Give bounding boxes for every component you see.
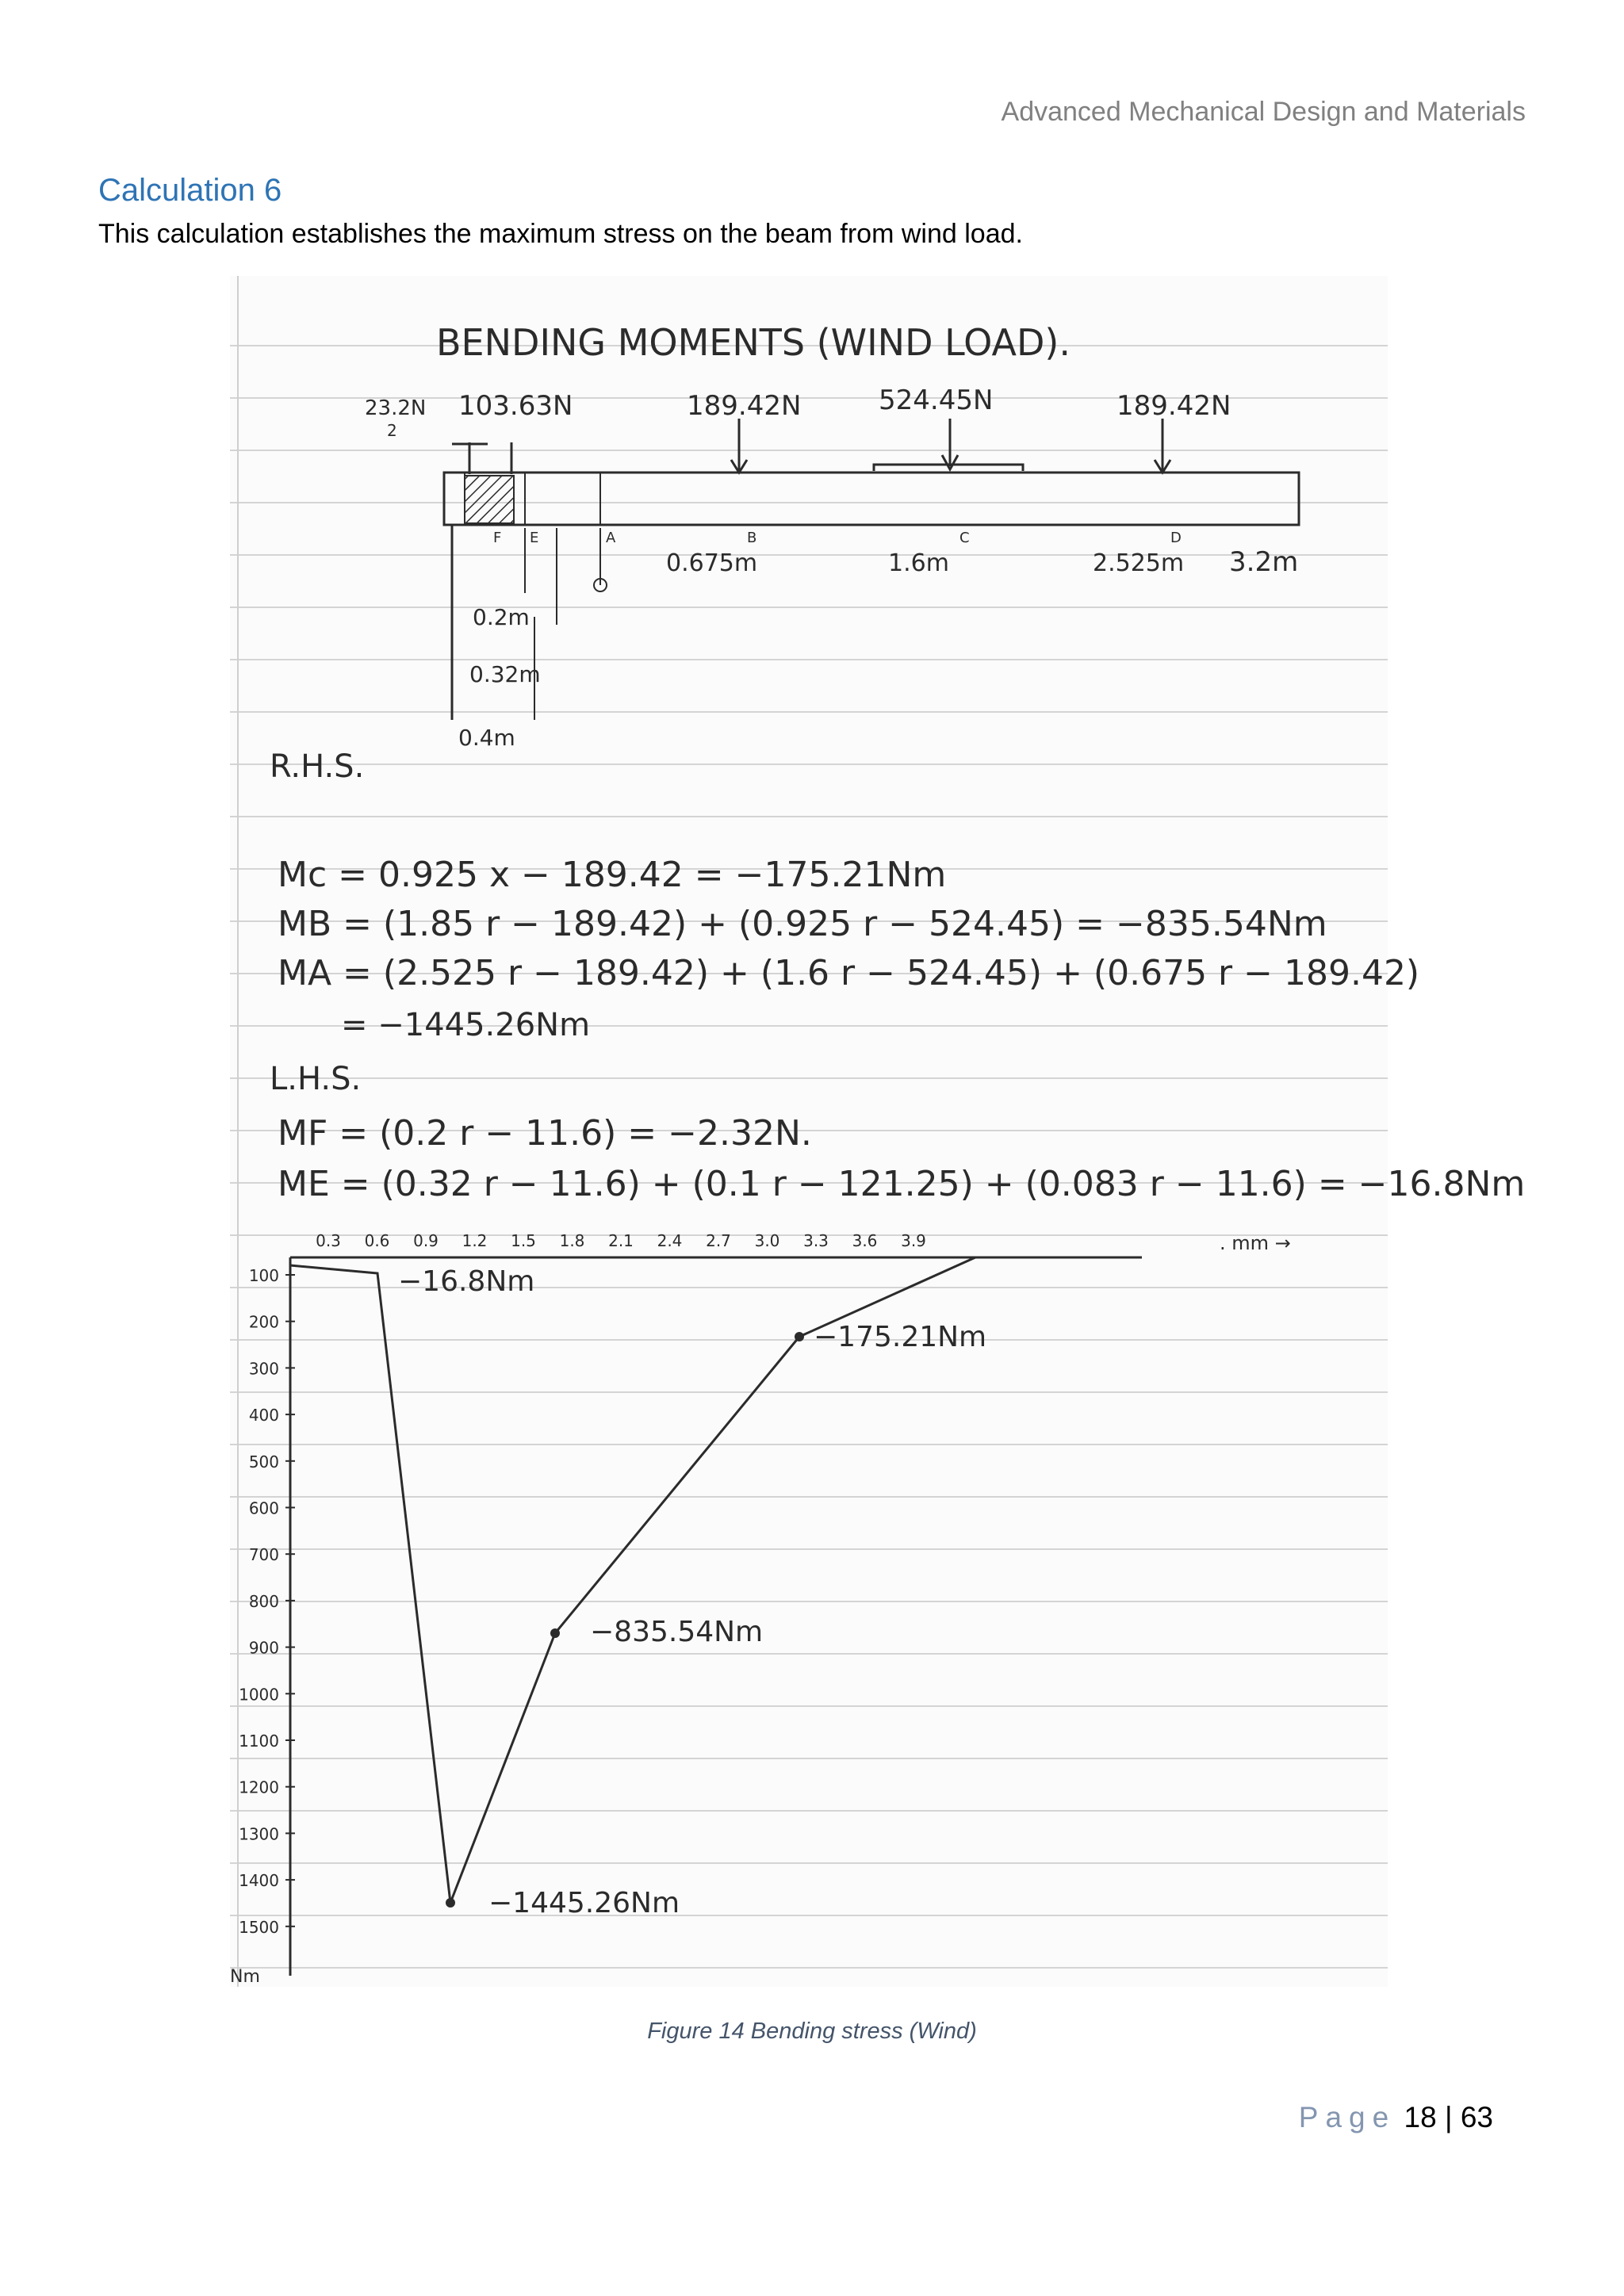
y-tick-label: 1100: [239, 1732, 279, 1751]
page-separator: |: [1444, 2101, 1453, 2133]
y-tick-label: 700: [248, 1545, 279, 1565]
dim-label-32: 3.2m: [1229, 546, 1299, 578]
load-label-1: 23.2N: [365, 396, 427, 420]
x-tick-label: 2.4: [657, 1231, 683, 1250]
y-tick-label: 1000: [239, 1685, 279, 1705]
point-mc: [795, 1332, 804, 1341]
point-max-moment: [446, 1898, 455, 1908]
load-label-3: 189.42N: [687, 390, 802, 422]
annotation-mb: −835.54Nm: [590, 1616, 764, 1648]
point-label-f: F: [493, 530, 502, 546]
x-tick-label: 3.6: [852, 1231, 878, 1250]
annotation-mc: −175.21Nm: [814, 1321, 987, 1353]
rhs-line-2: MB = (1.85 r − 189.42) + (0.925 r − 524.45) = −835.54Nm: [278, 904, 1327, 944]
x-tick-label: 3.3: [803, 1231, 829, 1250]
annotation-me: −16.8Nm: [398, 1265, 535, 1298]
y-tick-label: 1200: [239, 1777, 279, 1797]
y-tick-label: 400: [248, 1406, 279, 1425]
y-tick-label: 600: [248, 1498, 279, 1518]
y-tick-label: 300: [248, 1359, 279, 1379]
dim-label-2525: 2.525m: [1093, 549, 1185, 577]
y-tick-label: 500: [248, 1452, 279, 1471]
rhs-line-4: = −1445.26Nm: [341, 1007, 591, 1043]
lhs-line-2: ME = (0.32 r − 11.6) + (0.1 r − 121.25) + (0.083 r − 11.6) = −16.8Nm: [278, 1164, 1526, 1204]
page-footer: [1299, 2101, 1493, 2134]
annotation-ma: −1445.26Nm: [488, 1887, 680, 1919]
page-number: 18: [1404, 2101, 1437, 2133]
lhs-line-1: MF = (0.2 r − 11.6) = −2.32N.: [278, 1113, 812, 1154]
lhs-label: L.H.S.: [270, 1061, 362, 1097]
point-label-c: C: [959, 530, 970, 546]
load-label-4: 524.45N: [879, 385, 994, 416]
point-label-a: A: [606, 530, 616, 546]
y-tick-label: 900: [248, 1638, 279, 1658]
figure-caption: Figure 14 Bending stress (Wind): [647, 2019, 977, 2044]
point-label-b: B: [747, 530, 757, 546]
page-total: 63: [1460, 2101, 1493, 2133]
x-tick-label: 3.0: [754, 1231, 780, 1250]
dim-label-16: 1.6m: [888, 549, 949, 577]
intro-paragraph: This calculation establishes the maximum stress on the beam from wind load.: [98, 219, 1023, 249]
dim-label-0675: 0.675m: [666, 549, 758, 577]
x-tick-label: 2.1: [608, 1231, 634, 1250]
x-tick-label: 0.3: [316, 1231, 341, 1250]
handwritten-figure: [230, 276, 1526, 1987]
page-label: Page: [1298, 2101, 1396, 2133]
section-title: Calculation 6: [98, 173, 282, 208]
x-tick-label: 1.2: [462, 1231, 488, 1250]
y-tick-label: 1500: [239, 1917, 279, 1937]
point-label-e: E: [530, 530, 539, 546]
dim-label-04: 0.4m: [458, 725, 515, 751]
y-tick-label: 800: [248, 1591, 279, 1611]
x-tick-label: 0.6: [364, 1231, 390, 1250]
figure-heading: BENDING MOMENTS (WIND LOAD).: [436, 321, 1071, 364]
x-tick-label: 1.5: [511, 1231, 536, 1250]
load-label-5: 189.42N: [1116, 390, 1231, 422]
document-header: Advanced Mechanical Design and Materials: [1001, 97, 1526, 127]
rhs-label: R.H.S.: [270, 748, 365, 785]
point-mb: [550, 1628, 560, 1638]
x-tick-label: 1.8: [559, 1231, 585, 1250]
y-tick-label: 1300: [239, 1824, 279, 1844]
x-axis-unit: . mm →: [1220, 1232, 1291, 1254]
load-label-2: 103.63N: [458, 390, 573, 422]
rhs-line-1: Mc = 0.925 x − 189.42 = −175.21Nm: [278, 855, 947, 895]
y-tick-label: 1400: [239, 1871, 279, 1891]
rhs-line-3: MA = (2.525 r − 189.42) + (1.6 r − 524.45) + (0.675 r − 189.42): [278, 953, 1420, 993]
dim-label-032: 0.32m: [469, 661, 541, 687]
y-tick-label: 200: [248, 1312, 279, 1332]
y-axis-unit: Nm: [230, 1967, 260, 1987]
x-tick-label: 3.9: [901, 1231, 926, 1250]
y-tick-label: 100: [248, 1266, 279, 1285]
point-label-d: D: [1170, 530, 1182, 546]
load-label-1-sub: 2: [387, 421, 397, 440]
dim-label-02: 0.2m: [473, 604, 530, 630]
x-tick-label: 2.7: [706, 1231, 731, 1250]
x-tick-label: 0.9: [413, 1231, 439, 1250]
